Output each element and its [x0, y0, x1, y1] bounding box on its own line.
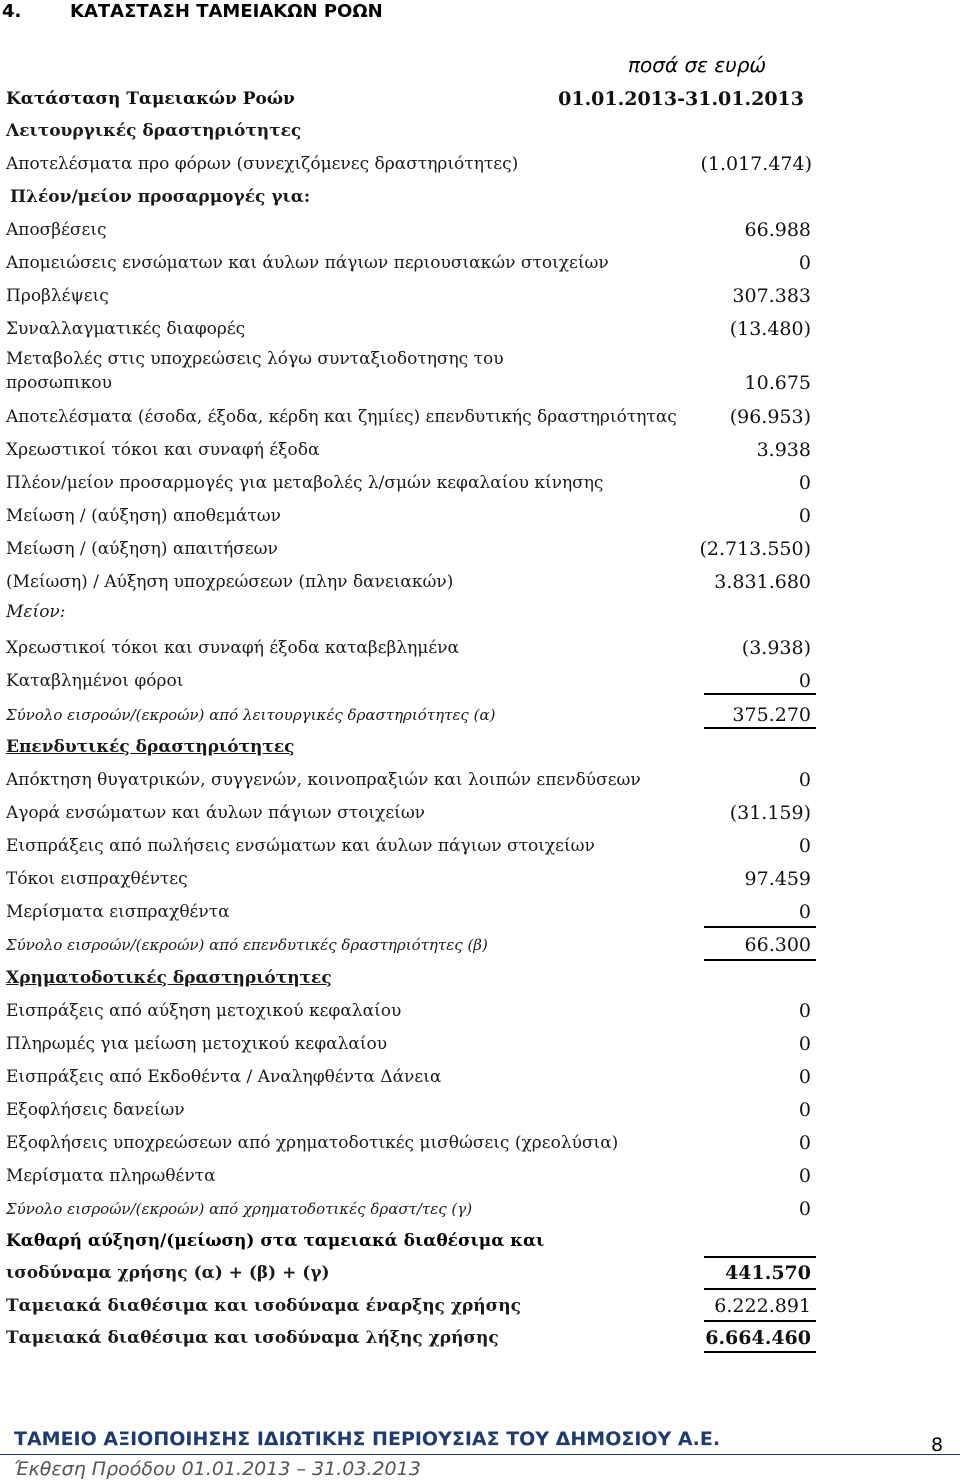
total-rule	[704, 1288, 816, 1290]
row-label: Εισπράξεις από αύξηση μετοχικού κεφαλαίου	[6, 1001, 402, 1021]
table-row	[0, 1095, 960, 1125]
total-rule	[704, 959, 816, 961]
operating-total-value: 375.270	[732, 704, 811, 726]
table-row	[0, 1161, 960, 1191]
table-row	[0, 215, 960, 245]
row-value: 3.938	[756, 439, 811, 461]
operating-total-row	[0, 700, 960, 730]
row-value: (96.953)	[729, 406, 811, 428]
table-row	[0, 567, 960, 597]
row-value: 0	[798, 472, 811, 494]
pension-row	[0, 368, 960, 398]
table-row	[0, 996, 960, 1026]
footer-rule	[0, 1454, 960, 1455]
financing-heading: Χρηματοδοτικές δραστηριότητες	[6, 968, 332, 988]
row-label: Συναλλαγματικές διαφορές	[6, 319, 246, 339]
statement-period: 01.01.2013-31.01.2013	[558, 88, 804, 110]
financing-total-label: Σύνολο εισροών/(εκροών) από χρηματοδοτικές δραστ/τες (γ)	[6, 1200, 473, 1218]
pension-value: 10.675	[744, 372, 811, 394]
table-row	[0, 281, 960, 311]
financing-total-value: 0	[798, 1198, 811, 1220]
financing-heading-row	[0, 963, 960, 993]
table-row	[0, 798, 960, 828]
row-value: 0	[798, 1066, 811, 1088]
pretax-label: Αποτελέσματα προ φόρων (συνεχιζόμενες δραστηριότητες)	[6, 154, 519, 174]
investing-total-label: Σύνολο εισροών/(εκροών) από επενδυτικές δραστηριότητες (β)	[6, 936, 488, 954]
row-value: 0	[798, 835, 811, 857]
table-row	[0, 1029, 960, 1059]
table-row	[0, 314, 960, 344]
net-label-line-1: Καθαρή αύξηση/(μείωση) στα ταμειακά διαθέσιμα και	[6, 1231, 545, 1251]
row-value: 0	[798, 1132, 811, 1154]
adjustments-heading: Πλέον/μείον προσαρμογές για:	[10, 187, 311, 207]
subtotal-rule	[704, 926, 816, 928]
adjustments-heading-row	[0, 182, 960, 212]
row-label: Εισπράξεις από πωλήσεις ενσώματων και άυλων πάγιων στοιχείων	[6, 836, 595, 856]
table-row	[0, 897, 960, 927]
footer-organization: ΤΑΜΕΙΟ ΑΞΙΟΠΟΙΗΣΗΣ ΙΔΙΩΤΙΚΗΣ ΠΕΡΙΟΥΣΙΑΣ ΤΟΥ ΔΗΜΟΣΙΟΥ Α.Ε.	[14, 1428, 721, 1450]
row-value: 0	[798, 252, 811, 274]
table-row	[0, 501, 960, 531]
pension-label-line-1: Μεταβολές στις υποχρεώσεις λόγω συνταξιοδοτησης του	[6, 349, 504, 369]
statement-title: Κατάσταση Ταμειακών Ροών	[6, 89, 295, 109]
row-label: Αποσβέσεις	[6, 220, 107, 240]
net-change-row	[0, 1258, 960, 1288]
less-heading: Μείον:	[6, 602, 66, 622]
section-number: 4.	[2, 1, 22, 22]
table-row	[0, 534, 960, 564]
investing-total-row	[0, 930, 960, 960]
row-label: Εισπράξεις από Εκδοθέντα / Αναληφθέντα Δάνεια	[6, 1067, 442, 1087]
table-row	[0, 435, 960, 465]
table-row	[0, 402, 960, 432]
row-label: (Μείωση) / Αύξηση υποχρεώσεων (πλην δανειακών)	[6, 572, 454, 592]
row-label: Μείωση / (αύξηση) απαιτήσεων	[6, 539, 278, 559]
investing-heading: Επενδυτικές δραστηριότητες	[6, 737, 295, 757]
row-value: 0	[798, 670, 811, 692]
table-row	[0, 831, 960, 861]
opening-cash-row	[0, 1291, 960, 1321]
row-label: Πληρωμές για μείωση μετοχικού κεφαλαίου	[6, 1034, 388, 1054]
row-value: 307.383	[732, 285, 811, 307]
table-row	[0, 633, 960, 663]
row-value: 0	[798, 901, 811, 923]
investing-total-value: 66.300	[744, 934, 811, 956]
row-value: 0	[798, 1165, 811, 1187]
row-value: 3.831.680	[714, 571, 811, 593]
total-rule	[704, 1320, 816, 1322]
row-label: Αγορά ενσώματων και άυλων πάγιων στοιχείων	[6, 803, 426, 823]
row-value: (31.159)	[729, 802, 811, 824]
subtotal-rule	[704, 693, 816, 695]
row-label: Τόκοι εισπραχθέντες	[6, 869, 188, 889]
less-heading-row	[0, 597, 960, 627]
row-value: 97.459	[744, 868, 811, 890]
total-rule	[704, 727, 816, 729]
table-row	[0, 1062, 960, 1092]
row-label: Χρεωστικοί τόκοι και συναφή έξοδα	[6, 440, 320, 460]
opening-value: 6.222.891	[714, 1295, 811, 1317]
row-value: 66.988	[744, 219, 811, 241]
row-value: 0	[798, 1033, 811, 1055]
table-row	[0, 248, 960, 278]
row-label: Χρεωστικοί τόκοι και συναφή έξοδα καταβεβλημένα	[6, 638, 459, 658]
row-value: 0	[798, 769, 811, 791]
investing-heading-row	[0, 732, 960, 762]
table-row	[0, 468, 960, 498]
row-label: Μερίσματα πληρωθέντα	[6, 1166, 216, 1186]
row-label: Αποτελέσματα (έσοδα, έξοδα, κέρδη και ζημίες) επενδυτικής δραστηριότητας	[6, 407, 677, 427]
statement-header-row	[0, 84, 960, 114]
row-value: (13.480)	[729, 318, 811, 340]
row-value: (2.713.550)	[699, 538, 811, 560]
pretax-value: (1.017.474)	[700, 153, 812, 175]
row-label: Πλέον/μείον προσαρμογές για μεταβολές λ/σμών κεφαλαίου κίνησης	[6, 473, 604, 493]
row-value: 0	[798, 1099, 811, 1121]
total-rule	[704, 1351, 816, 1353]
net-value: 441.570	[725, 1262, 811, 1284]
table-row	[0, 1128, 960, 1158]
row-value: (3.938)	[741, 637, 811, 659]
row-label: Μερίσματα εισπραχθέντα	[6, 902, 230, 922]
row-label: Εξοφλήσεις δανείων	[6, 1100, 185, 1120]
closing-cash-row	[0, 1323, 960, 1353]
net-label-line-2: ισοδύναμα χρήσης (α) + (β) + (γ)	[6, 1263, 330, 1283]
row-label: Εξοφλήσεις υποχρεώσεων από χρηματοδοτικές μισθώσεις (χρεολύσια)	[6, 1133, 619, 1153]
table-row	[0, 864, 960, 894]
unit-label: ποσά σε ευρώ	[628, 53, 767, 77]
operating-heading: Λειτουργικές δραστηριότητες	[6, 121, 302, 141]
footer-report: Έκθεση Προόδου 01.01.2013 – 31.03.2013	[14, 1458, 421, 1480]
pretax-row	[0, 149, 960, 179]
section-title: ΚΑΤΑΣΤΑΣΗ ΤΑΜΕΙΑΚΩΝ ΡΟΩΝ	[70, 1, 383, 22]
pension-label-line-2: προσωπικου	[6, 373, 112, 393]
row-label: Καταβλημένοι φόροι	[6, 671, 184, 691]
closing-label: Ταμειακά διαθέσιμα και ισοδύναμα λήξης χρήσης	[6, 1328, 499, 1348]
row-value: 0	[798, 505, 811, 527]
row-label: Προβλέψεις	[6, 286, 109, 306]
row-value: 0	[798, 1000, 811, 1022]
operating-heading-row	[0, 116, 960, 146]
opening-label: Ταμειακά διαθέσιμα και ισοδύναμα έναρξης χρήσης	[6, 1296, 521, 1316]
closing-value: 6.664.460	[705, 1327, 811, 1349]
table-row	[0, 765, 960, 795]
operating-total-label: Σύνολο εισροών/(εκροών) από λειτουργικές δραστηριότητες (α)	[6, 706, 496, 724]
page-number: 8	[931, 1434, 944, 1456]
row-label: Απομειώσεις ενσώματων και άυλων πάγιων περιουσιακών στοιχείων	[6, 253, 609, 273]
row-label: Μείωση / (αύξηση) αποθεμάτων	[6, 506, 281, 526]
section-heading	[0, 0, 600, 24]
table-row	[0, 666, 960, 696]
financing-total-row	[0, 1194, 960, 1224]
row-label: Απόκτηση θυγατρικών, συγγενών, κοινοπραξιών και λοιπών επενδύσεων	[6, 770, 641, 790]
